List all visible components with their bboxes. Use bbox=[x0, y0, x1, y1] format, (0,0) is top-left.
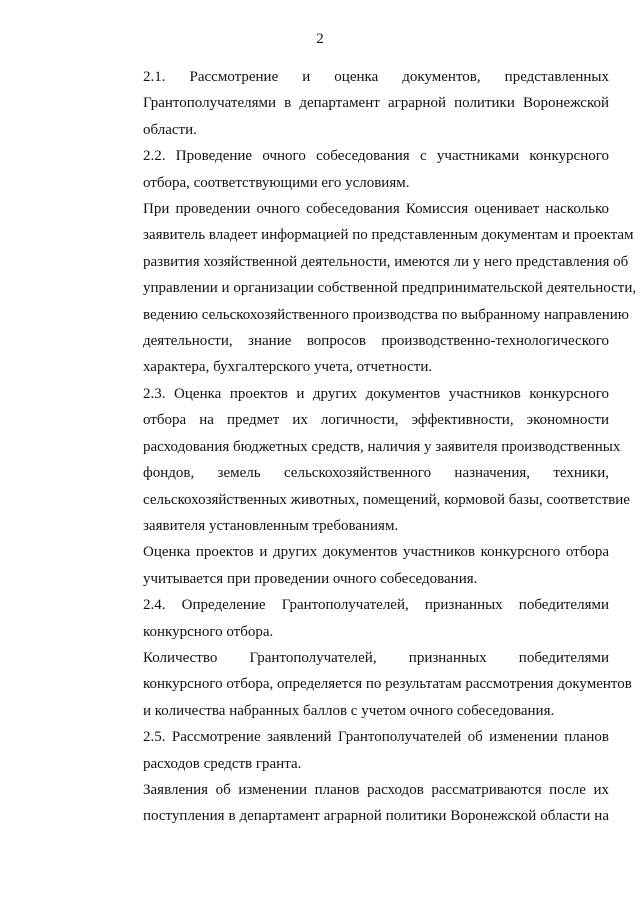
text-line: отбора, соответствующими его условиям. bbox=[143, 174, 410, 191]
document-body bbox=[103, 64, 637, 830]
text-line: характера, бухгалтерского учета, отчетности. bbox=[143, 359, 433, 376]
text-line: поступления в департамент аграрной политики Воронежской области на bbox=[143, 808, 609, 825]
paragraph bbox=[103, 592, 609, 645]
paragraph bbox=[103, 724, 609, 777]
text-line: 2.3. Оценка проектов и других документов участников конкурсного bbox=[143, 385, 609, 402]
text-line: отбора на предмет их логичности, эффективности, экономности bbox=[143, 412, 609, 429]
text-line: и количества набранных баллов с учетом очного собеседования. bbox=[143, 702, 555, 719]
paragraph bbox=[103, 539, 609, 592]
paragraph bbox=[103, 196, 637, 381]
text-line: конкурсного отбора. bbox=[143, 623, 274, 640]
text-line: области. bbox=[143, 121, 197, 138]
paragraph bbox=[103, 381, 630, 539]
text-line: Грантополучателями в департамент аграрной политики Воронежской bbox=[143, 95, 609, 112]
paragraph bbox=[103, 64, 609, 143]
text-line: учитывается при проведении очного собеседования. bbox=[143, 570, 478, 587]
text-line: При проведении очного собеседования Комиссия оценивает насколько bbox=[143, 201, 609, 218]
paragraph bbox=[103, 143, 609, 196]
text-line: заявителя установленным требованиям. bbox=[143, 517, 399, 534]
text-line: 2.4. Определение Грантополучателей, признанных победителями bbox=[143, 597, 609, 614]
text-line: сельскохозяйственных животных, помещений, кормовой базы, соответствие bbox=[143, 491, 630, 508]
text-line: Оценка проектов и других документов участников конкурсного отбора bbox=[143, 544, 609, 561]
text-line: 2.2. Проведение очного собеседования с участниками конкурсного bbox=[143, 148, 609, 165]
text-line: Количество Грантополучателей, признанных победителями bbox=[143, 649, 609, 666]
page-number: 2 bbox=[316, 31, 324, 47]
text-line: деятельности, знание вопросов производственно-технологического bbox=[143, 333, 609, 350]
text-line: расходов средств гранта. bbox=[143, 755, 302, 772]
text-line: Заявления об изменении планов расходов рассматриваются после их bbox=[143, 781, 609, 798]
paragraph bbox=[103, 777, 609, 830]
text-line: заявитель владеет информацией по представленным документам и проектам bbox=[143, 227, 634, 244]
text-line: фондов, земель сельскохозяйственного назначения, техники, bbox=[143, 465, 609, 482]
text-line: 2.1. Рассмотрение и оценка документов, представленных bbox=[143, 69, 609, 85]
text-line: развития хозяйственной деятельности, имеются ли у него представления об bbox=[143, 253, 629, 270]
paragraph bbox=[103, 645, 632, 724]
text-line: расходования бюджетных средств, наличия у заявителя производственных bbox=[143, 438, 621, 455]
text-line: ведению сельскохозяйственного производства по выбранному направлению bbox=[143, 306, 629, 323]
text-line: 2.5. Рассмотрение заявлений Грантополучателей об изменении планов bbox=[143, 729, 609, 746]
text-line: управлении и организации собственной предпринимательской деятельности, bbox=[143, 280, 637, 297]
text-line: конкурсного отбора, определяется по результатам рассмотрения документов bbox=[143, 676, 632, 693]
